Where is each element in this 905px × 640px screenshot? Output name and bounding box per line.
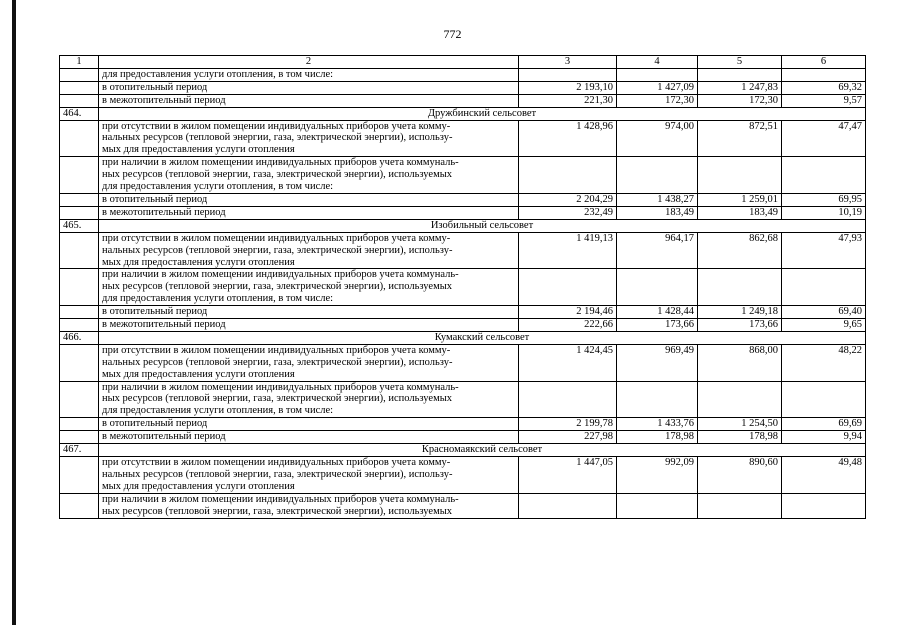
index-cell (60, 81, 99, 94)
value-cell: 969,49 (617, 344, 698, 381)
header-row (60, 56, 866, 69)
table-row (60, 68, 866, 81)
description-line: в отопительный период (102, 81, 208, 93)
description-line: ных ресурсов (тепловой энергии, газа, электрической энергии), используемых (102, 393, 453, 405)
value-cell: 974,00 (617, 120, 698, 157)
section-title: Кумакский сельсовет (99, 331, 866, 344)
description-line: ных ресурсов (тепловой энергии, газа, электрической энергии), используемых (102, 169, 453, 181)
index-cell (60, 381, 99, 418)
value-cell: 173,66 (698, 319, 782, 332)
description-line: в отопительный период (102, 306, 208, 318)
description-line: ных ресурсов (тепловой энергии, газа, электрической энергии), используемых (102, 505, 453, 517)
table-row (60, 120, 866, 157)
table-row (60, 206, 866, 219)
value-cell: 69,32 (782, 81, 866, 94)
value-cell: 183,49 (617, 206, 698, 219)
value-cell: 227,98 (519, 431, 617, 444)
value-cell: 172,30 (698, 94, 782, 107)
index-cell (60, 306, 99, 319)
section-row (60, 444, 866, 457)
table-row (60, 94, 866, 107)
page-number: 772 (443, 27, 462, 41)
value-cell (519, 68, 617, 81)
table-row (60, 81, 866, 94)
table-row (60, 457, 866, 494)
description-cell (99, 319, 519, 332)
description-line: для предоставления услуги отопления, в том числе: (102, 293, 334, 305)
value-cell: 1 247,83 (698, 81, 782, 94)
description-cell (99, 493, 519, 518)
value-cell (617, 157, 698, 194)
description-cell (99, 269, 519, 306)
value-cell: 1 433,76 (617, 418, 698, 431)
index-cell (60, 206, 99, 219)
description-line: при отсутствии в жилом помещении индивидуальных приборов учета комму- (102, 344, 451, 356)
description-line: для предоставления услуги отопления, в том числе: (102, 181, 334, 193)
table-row (60, 157, 866, 194)
value-cell: 183,49 (698, 206, 782, 219)
value-cell: 1 447,05 (519, 457, 617, 494)
index-cell (60, 193, 99, 206)
section-row (60, 107, 866, 120)
value-cell: 992,09 (617, 457, 698, 494)
section-index: 465. (60, 219, 99, 232)
value-cell: 178,98 (617, 431, 698, 444)
index-cell (60, 344, 99, 381)
value-cell (782, 269, 866, 306)
description-line: мых для предоставления услуги отопления (102, 368, 295, 380)
table-row (60, 431, 866, 444)
value-cell (698, 157, 782, 194)
index-cell (60, 68, 99, 81)
header-cell: 3 (519, 56, 617, 69)
value-cell (698, 68, 782, 81)
description-line: ных ресурсов (тепловой энергии, газа, электрической энергии), используемых (102, 281, 453, 293)
value-cell: 9,94 (782, 431, 866, 444)
description-cell (99, 157, 519, 194)
description-line: при отсутствии в жилом помещении индивидуальных приборов учета комму- (102, 457, 451, 468)
description-line: для предоставления услуги отопления, в том числе: (102, 68, 334, 80)
description-line: в межотопительный период (102, 206, 226, 218)
value-cell: 872,51 (698, 120, 782, 157)
value-cell: 1 428,44 (617, 306, 698, 319)
value-cell (519, 269, 617, 306)
value-cell: 862,68 (698, 232, 782, 269)
value-cell (519, 493, 617, 518)
value-cell: 172,30 (617, 94, 698, 107)
value-cell (617, 269, 698, 306)
table-row (60, 418, 866, 431)
value-cell: 1 249,18 (698, 306, 782, 319)
value-cell: 890,60 (698, 457, 782, 494)
description-line: нальных ресурсов (тепловой энергии, газа, электрической энергии), использу- (102, 468, 453, 480)
description-cell (99, 206, 519, 219)
value-cell: 221,30 (519, 94, 617, 107)
description-line: при наличии в жилом помещении индивидуальных приборов учета коммуналь- (102, 157, 459, 169)
description-cell (99, 94, 519, 107)
section-index: 466. (60, 331, 99, 344)
value-cell (519, 381, 617, 418)
value-cell: 47,93 (782, 232, 866, 269)
section-title: Красномаякский сельсовет (99, 444, 866, 457)
value-cell (698, 493, 782, 518)
description-line: в отопительный период (102, 193, 208, 205)
description-cell (99, 68, 519, 81)
description-line: нальных ресурсов (тепловой энергии, газа, электрической энергии), использу- (102, 356, 453, 368)
index-cell (60, 457, 99, 494)
value-cell: 1 254,50 (698, 418, 782, 431)
value-cell (782, 157, 866, 194)
index-cell (60, 157, 99, 194)
description-line: при отсутствии в жилом помещении индивидуальных приборов учета комму- (102, 120, 451, 132)
value-cell: 1 419,13 (519, 232, 617, 269)
description-cell (99, 344, 519, 381)
value-cell (698, 269, 782, 306)
description-line: нальных ресурсов (тепловой энергии, газа, электрической энергии), использу- (102, 132, 453, 144)
index-cell (60, 94, 99, 107)
value-cell (617, 381, 698, 418)
table-row (60, 269, 866, 306)
value-cell (617, 68, 698, 81)
description-cell (99, 418, 519, 431)
description-line: при наличии в жилом помещении индивидуальных приборов учета коммуналь- (102, 493, 459, 505)
table-row (60, 232, 866, 269)
value-cell: 222,66 (519, 319, 617, 332)
description-line: в межотопительный период (102, 431, 226, 443)
description-cell (99, 232, 519, 269)
index-cell (60, 319, 99, 332)
table-row (60, 193, 866, 206)
value-cell (782, 493, 866, 518)
value-cell: 49,48 (782, 457, 866, 494)
value-cell: 1 424,45 (519, 344, 617, 381)
index-cell (60, 120, 99, 157)
header-cell: 6 (782, 56, 866, 69)
description-cell (99, 193, 519, 206)
header-cell: 2 (99, 56, 519, 69)
value-cell (519, 157, 617, 194)
description-line: мых для предоставления услуги отопления (102, 256, 295, 268)
index-cell (60, 493, 99, 518)
section-index: 467. (60, 444, 99, 457)
value-cell: 69,95 (782, 193, 866, 206)
value-cell: 1 427,09 (617, 81, 698, 94)
value-cell: 2 199,78 (519, 418, 617, 431)
value-cell (617, 493, 698, 518)
value-cell: 69,40 (782, 306, 866, 319)
description-cell (99, 431, 519, 444)
section-row (60, 219, 866, 232)
value-cell: 9,65 (782, 319, 866, 332)
index-cell (60, 431, 99, 444)
description-line: при наличии в жилом помещении индивидуальных приборов учета коммуналь- (102, 269, 459, 281)
section-title: Дружбинский сельсовет (99, 107, 866, 120)
description-cell (99, 81, 519, 94)
description-line: мых для предоставления услуги отопления (102, 144, 295, 156)
description-cell (99, 306, 519, 319)
value-cell: 1 438,27 (617, 193, 698, 206)
description-line: для предоставления услуги отопления, в том числе: (102, 405, 334, 417)
value-cell: 2 204,29 (519, 193, 617, 206)
description-cell (99, 120, 519, 157)
table-row (60, 344, 866, 381)
value-cell (698, 381, 782, 418)
description-line: нальных ресурсов (тепловой энергии, газа, электрической энергии), использу- (102, 244, 453, 256)
value-cell: 1 428,96 (519, 120, 617, 157)
description-line: при наличии в жилом помещении индивидуальных приборов учета коммуналь- (102, 381, 459, 393)
table-row (60, 319, 866, 332)
description-line: в отопительный период (102, 418, 208, 430)
value-cell: 69,69 (782, 418, 866, 431)
description-line: при отсутствии в жилом помещении индивидуальных приборов учета комму- (102, 232, 451, 244)
section-index: 464. (60, 107, 99, 120)
header-cell: 5 (698, 56, 782, 69)
value-cell: 964,17 (617, 232, 698, 269)
header-cell: 4 (617, 56, 698, 69)
value-cell: 47,47 (782, 120, 866, 157)
section-title: Изобильный сельсовет (99, 219, 866, 232)
value-cell: 173,66 (617, 319, 698, 332)
value-cell: 868,00 (698, 344, 782, 381)
value-cell: 1 259,01 (698, 193, 782, 206)
value-cell: 232,49 (519, 206, 617, 219)
value-cell: 48,22 (782, 344, 866, 381)
description-line: в межотопительный период (102, 319, 226, 331)
header-cell: 1 (60, 56, 99, 69)
table-row (60, 381, 866, 418)
table-row (60, 493, 866, 518)
value-cell: 2 194,46 (519, 306, 617, 319)
description-cell (99, 457, 519, 494)
table-row (60, 306, 866, 319)
value-cell (782, 68, 866, 81)
section-row (60, 331, 866, 344)
index-cell (60, 269, 99, 306)
value-cell: 2 193,10 (519, 81, 617, 94)
value-cell (782, 381, 866, 418)
value-cell: 178,98 (698, 431, 782, 444)
description-line: мых для предоставления услуги отопления (102, 480, 295, 492)
value-cell: 10,19 (782, 206, 866, 219)
page-edge-bar (12, 0, 16, 625)
index-cell (60, 232, 99, 269)
value-cell: 9,57 (782, 94, 866, 107)
index-cell (60, 418, 99, 431)
description-cell (99, 381, 519, 418)
description-line: в межотопительный период (102, 94, 226, 106)
tariff-table (59, 55, 866, 519)
